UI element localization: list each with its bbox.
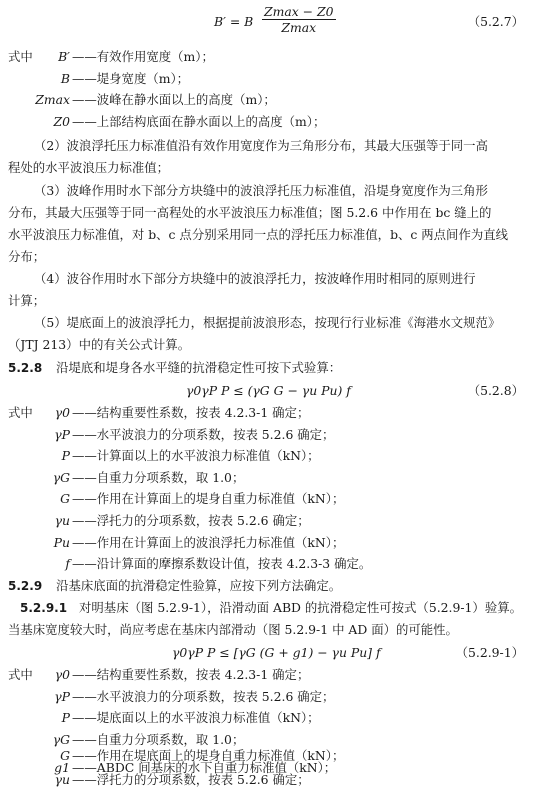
definition-text: ——作用在计算面上的波浪浮托力标准值（kN）； bbox=[72, 534, 345, 550]
section-number: 5.2.9 bbox=[8, 579, 43, 593]
equation-formula: γ0γP P ≤ [γG (G + g1) − γu Pu] f bbox=[172, 645, 381, 660]
definition-symbol: γG bbox=[52, 731, 70, 747]
section-text: 对明基床（图 5.2.9-1），沿滑动面 ABD 的抗滑稳定性可按式（5.2.9-1）验算。 bbox=[79, 600, 522, 615]
equation-fraction bbox=[262, 4, 336, 35]
definition-text: ——结构重要性系数，按表 4.2.3-1 确定； bbox=[72, 405, 310, 420]
definition-symbol: γu bbox=[54, 772, 70, 787]
paragraph-3-line-1: （3）波峰作用时水下部分方块缝中的波浪浮托压力标准值，沿堤身宽度作为三角形 bbox=[34, 183, 488, 198]
definition-text: ——作用在堤底面上的堤身自重力标准值（kN）； bbox=[72, 748, 345, 764]
paragraph-4-line-1: （4）波谷作用时水下部分方块缝中的波浪浮托力，按波峰作用时相同的原则进行 bbox=[34, 271, 476, 286]
definition-row bbox=[8, 488, 528, 510]
definition-symbol: B′ bbox=[58, 49, 70, 64]
section-text: 沿基床底面的抗滑稳定性验算，应按下列方法确定。 bbox=[56, 578, 342, 593]
paragraph-3-line-2: 分布，其最大压强等于同一高程处的水平波浪压力标准值；图 5.2.6 中作用在 bc 缝上的 bbox=[8, 205, 492, 220]
definition-symbol: B bbox=[60, 70, 70, 86]
definition-symbol: γP bbox=[54, 688, 70, 704]
definition-row bbox=[8, 445, 528, 467]
definition-row bbox=[8, 68, 528, 90]
definition-symbol: Pu bbox=[53, 534, 70, 550]
definition-row bbox=[8, 402, 528, 424]
paragraph-3-line-4: 分布； bbox=[8, 249, 46, 264]
definition-text: ——ABDC 间基床的水下自重力标准值（kN）； bbox=[72, 760, 337, 776]
definition-row bbox=[8, 89, 528, 111]
definitions-list-1 bbox=[8, 46, 528, 132]
definition-text: ——自重力分项系数，取 1.0； bbox=[72, 731, 245, 747]
definition-symbol: γP bbox=[54, 426, 70, 442]
definition-symbol: Zmax bbox=[35, 92, 70, 108]
definition-text: ——自重力分项系数，取 1.0； bbox=[72, 469, 245, 485]
definition-text: ——浮托力的分项系数，按表 5.2.6 确定； bbox=[72, 512, 310, 528]
equation-lhs: B′ = B bbox=[214, 14, 254, 29]
section-number: 5.2.8 bbox=[8, 361, 43, 375]
definition-symbol: P bbox=[61, 448, 70, 464]
definition-symbol: P bbox=[61, 710, 70, 726]
definition-text: ——上部结构底面在静水面以上的高度（m）； bbox=[72, 113, 326, 129]
section-5-2-8-heading bbox=[8, 357, 532, 380]
definitions-list-3 bbox=[8, 664, 528, 786]
definition-row bbox=[8, 729, 528, 751]
equation-number: （5.2.7） bbox=[467, 14, 524, 29]
equation-5-2-7 bbox=[0, 6, 540, 36]
definition-text: ——浮托力的分项系数，按表 5.2.6 确定； bbox=[72, 772, 310, 787]
definition-text: ——计算面以上的水平波浪力标准值（kN）； bbox=[72, 448, 320, 464]
definition-text: ——水平波浪力的分项系数，按表 5.2.6 确定； bbox=[72, 688, 335, 704]
definition-text: ——堤底面以上的水平波浪力标准值（kN）； bbox=[72, 710, 320, 726]
definition-text: ——水平波浪力的分项系数，按表 5.2.6 确定； bbox=[72, 426, 335, 442]
definition-text: ——结构重要性系数，按表 4.2.3-1 确定； bbox=[72, 667, 310, 682]
definition-row bbox=[8, 467, 528, 489]
section-5-2-9-1-line-2: 当基床宽度较大时，尚应考虑在基床内部滑动（图 5.2.9-1 中 AD 面）的可能性。 bbox=[8, 622, 458, 637]
definition-row bbox=[8, 762, 528, 774]
equation-formula: γ0γP P ≤ (γG G − γu Pu) f bbox=[186, 383, 351, 398]
definition-row bbox=[8, 46, 528, 68]
definition-row bbox=[8, 686, 528, 708]
definition-text: ——波峰在静水面以上的高度（m）； bbox=[72, 92, 276, 108]
paragraph-5-line-2: （JTJ 213）中的有关公式计算。 bbox=[8, 337, 191, 352]
section-number: 5.2.9.1 bbox=[20, 601, 68, 615]
definition-symbol: G bbox=[60, 748, 70, 764]
definition-row bbox=[8, 553, 528, 575]
paragraph-2-line-2: 程处的水平波浪压力标准值； bbox=[8, 160, 170, 175]
definition-symbol: γG bbox=[52, 469, 70, 485]
definition-symbol: γ0 bbox=[54, 405, 70, 420]
paragraph-2-line-1: （2）波浪浮托压力标准值沿有效作用宽度作为三角形分布，其最大压强等于同一高 bbox=[34, 138, 488, 153]
definitions-lead: 式中 bbox=[8, 405, 33, 420]
definition-row bbox=[8, 774, 528, 786]
section-5-2-9-1-line-1 bbox=[20, 597, 532, 620]
definition-row bbox=[8, 424, 528, 446]
definitions-list-2 bbox=[8, 402, 528, 575]
definition-row bbox=[8, 111, 528, 133]
definition-row bbox=[8, 532, 528, 554]
paragraph-5-line-1: （5）堤底面上的波浪浮托力，根据提前波浪形态，按现行行业标准《海港水文规范》 bbox=[34, 315, 501, 330]
definitions-lead: 式中 bbox=[8, 667, 33, 682]
definition-symbol: Z0 bbox=[53, 113, 70, 129]
fraction-denominator: Zmax bbox=[281, 20, 317, 35]
definition-text: ——沿计算面的摩擦系数设计值，按表 4.2.3-3 确定。 bbox=[72, 556, 372, 572]
section-text: 沿堤底和堤身各水平缝的抗滑稳定性可按下式验算： bbox=[56, 360, 342, 375]
definition-symbol: f bbox=[65, 556, 70, 572]
definition-symbol: g1 bbox=[54, 760, 70, 776]
equation-number: （5.2.9-1） bbox=[455, 645, 524, 660]
definition-symbol: γu bbox=[54, 512, 70, 528]
paragraph-4-line-2: 计算； bbox=[8, 293, 46, 308]
section-5-2-9-heading bbox=[8, 575, 532, 598]
fraction-numerator: Zmax − Z0 bbox=[264, 4, 334, 19]
definition-row bbox=[8, 510, 528, 532]
definitions-lead: 式中 bbox=[8, 49, 33, 64]
definition-symbol: γ0 bbox=[54, 667, 70, 682]
definition-row bbox=[8, 664, 528, 686]
definition-symbol: G bbox=[60, 491, 70, 507]
definition-row bbox=[8, 707, 528, 729]
definition-text: ——作用在计算面上的堤身自重力标准值（kN）； bbox=[72, 491, 345, 507]
paragraph-3-line-3: 水平波浪压力标准值，对 b、c 点分别采用同一点的浮托压力标准值，b、c 两点间作为直线 bbox=[8, 227, 509, 242]
equation-number: （5.2.8） bbox=[467, 383, 524, 398]
definition-text: ——有效作用宽度（m）； bbox=[72, 49, 214, 64]
definition-text: ——堤身宽度（m）； bbox=[72, 70, 190, 86]
